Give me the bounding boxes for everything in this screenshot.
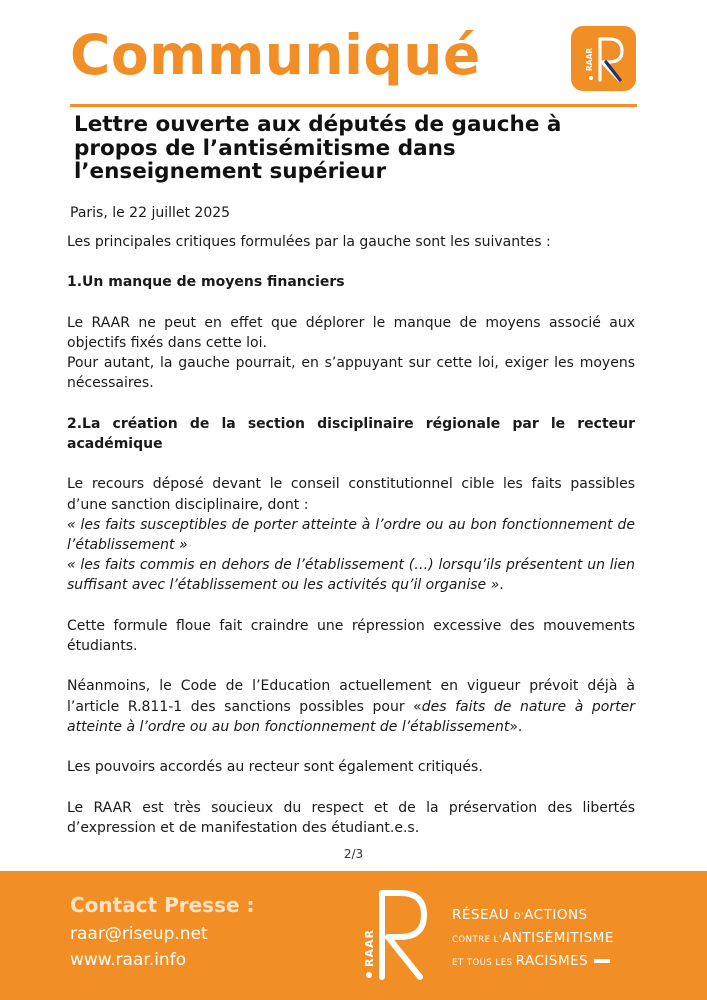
- logo-rotated-text: RAAR: [585, 47, 594, 71]
- section-1-heading: 1.Un manque de moyens financiers: [67, 274, 345, 291]
- quote-2-text: « les faits commis en dehors de l’établissement (…) lorsqu’ils présentent un lien suffisant avec l’établissement ou les activités qu’il organise »: [67, 557, 635, 594]
- org-dash: [594, 959, 610, 963]
- section-1-paragraph-1: Le RAAR ne peut en effet que déplorer le manque de moyens associé aux objectifs fixés dans cette loi.: [67, 314, 635, 351]
- headline: [74, 113, 644, 184]
- raar-logo: [571, 26, 636, 91]
- header-divider: [70, 104, 637, 107]
- p3-end: ».: [509, 718, 523, 735]
- section-2-paragraph-1: Le recours déposé devant le conseil constitutionnel cible les faits passibles d’une sanction disciplinaire, dont :: [67, 476, 635, 513]
- page-title: Communiqué: [70, 23, 481, 87]
- quote-1-text: « les faits susceptibles de porter atteinte à l’ordre ou au bon fonctionnement de l’établissement »: [67, 516, 635, 553]
- footer-raar-logo-icon: [358, 889, 440, 984]
- document-body: [67, 232, 635, 858]
- section-1-paragraph-2: Pour autant, la gauche pourrait, en s’appuyant sur cette loi, exiger les moyens nécessaires.: [67, 355, 635, 392]
- headline-line-3: l’enseignement supérieur: [74, 159, 387, 184]
- org-line-2: CONTRE L’ANTISÉMITISME: [452, 930, 614, 946]
- p3-italic: des faits de nature à porter atteinte à l’ordre ou au bon fonctionnement de l’établissement: [67, 698, 635, 735]
- headline-line-1: Lettre ouverte aux députés de gauche à: [74, 112, 562, 137]
- contact-title: Contact Presse :: [70, 893, 255, 917]
- org-line-3: ET TOUS LES RACISMES: [452, 951, 614, 974]
- section-2-heading: 2.La création de la section disciplinaire régionale par le recteur académique: [67, 415, 635, 452]
- footer-raar-logo: [358, 889, 440, 988]
- section-2-paragraph-2: Cette formule floue fait craindre une répression excessive des mouvements étudiants.: [67, 617, 635, 654]
- contact-website[interactable]: www.raar.info: [70, 950, 187, 970]
- document-date: Paris, le 22 juillet 2025: [70, 205, 231, 221]
- contact-email[interactable]: raar@riseup.net: [70, 924, 208, 944]
- intro-paragraph: Les principales critiques formulées par la gauche sont les suivantes :: [67, 234, 551, 250]
- footer: [0, 871, 707, 1000]
- section-2-paragraph-5: Le RAAR est très soucieux du respect et de la préservation des libertés d’expression et de manifestation des étudiant.e.s.: [67, 799, 635, 836]
- p3-start: Néanmoins, le Code de l’Education actuellement en vigueur prévoit déjà à l’article R.811-1 des sanctions possibles pour «: [67, 678, 635, 715]
- org-line-1: RÉSEAU D’ACTIONS: [452, 907, 588, 923]
- quote-1: [67, 515, 635, 555]
- section-2-paragraph-4: Les pouvoirs accordés au recteur sont également critiqués.: [67, 759, 483, 776]
- footer-organization: [452, 905, 614, 974]
- headline-line-2: propos de l’antisémitisme dans: [74, 135, 456, 161]
- page-number: 2/3: [343, 847, 364, 861]
- footer-logo-rotated-text: RAAR: [363, 929, 376, 967]
- quote-2-end: .: [499, 577, 504, 594]
- quote-2: [67, 555, 635, 595]
- section-2-paragraph-3: [67, 676, 635, 737]
- raar-logo-icon: [571, 26, 636, 91]
